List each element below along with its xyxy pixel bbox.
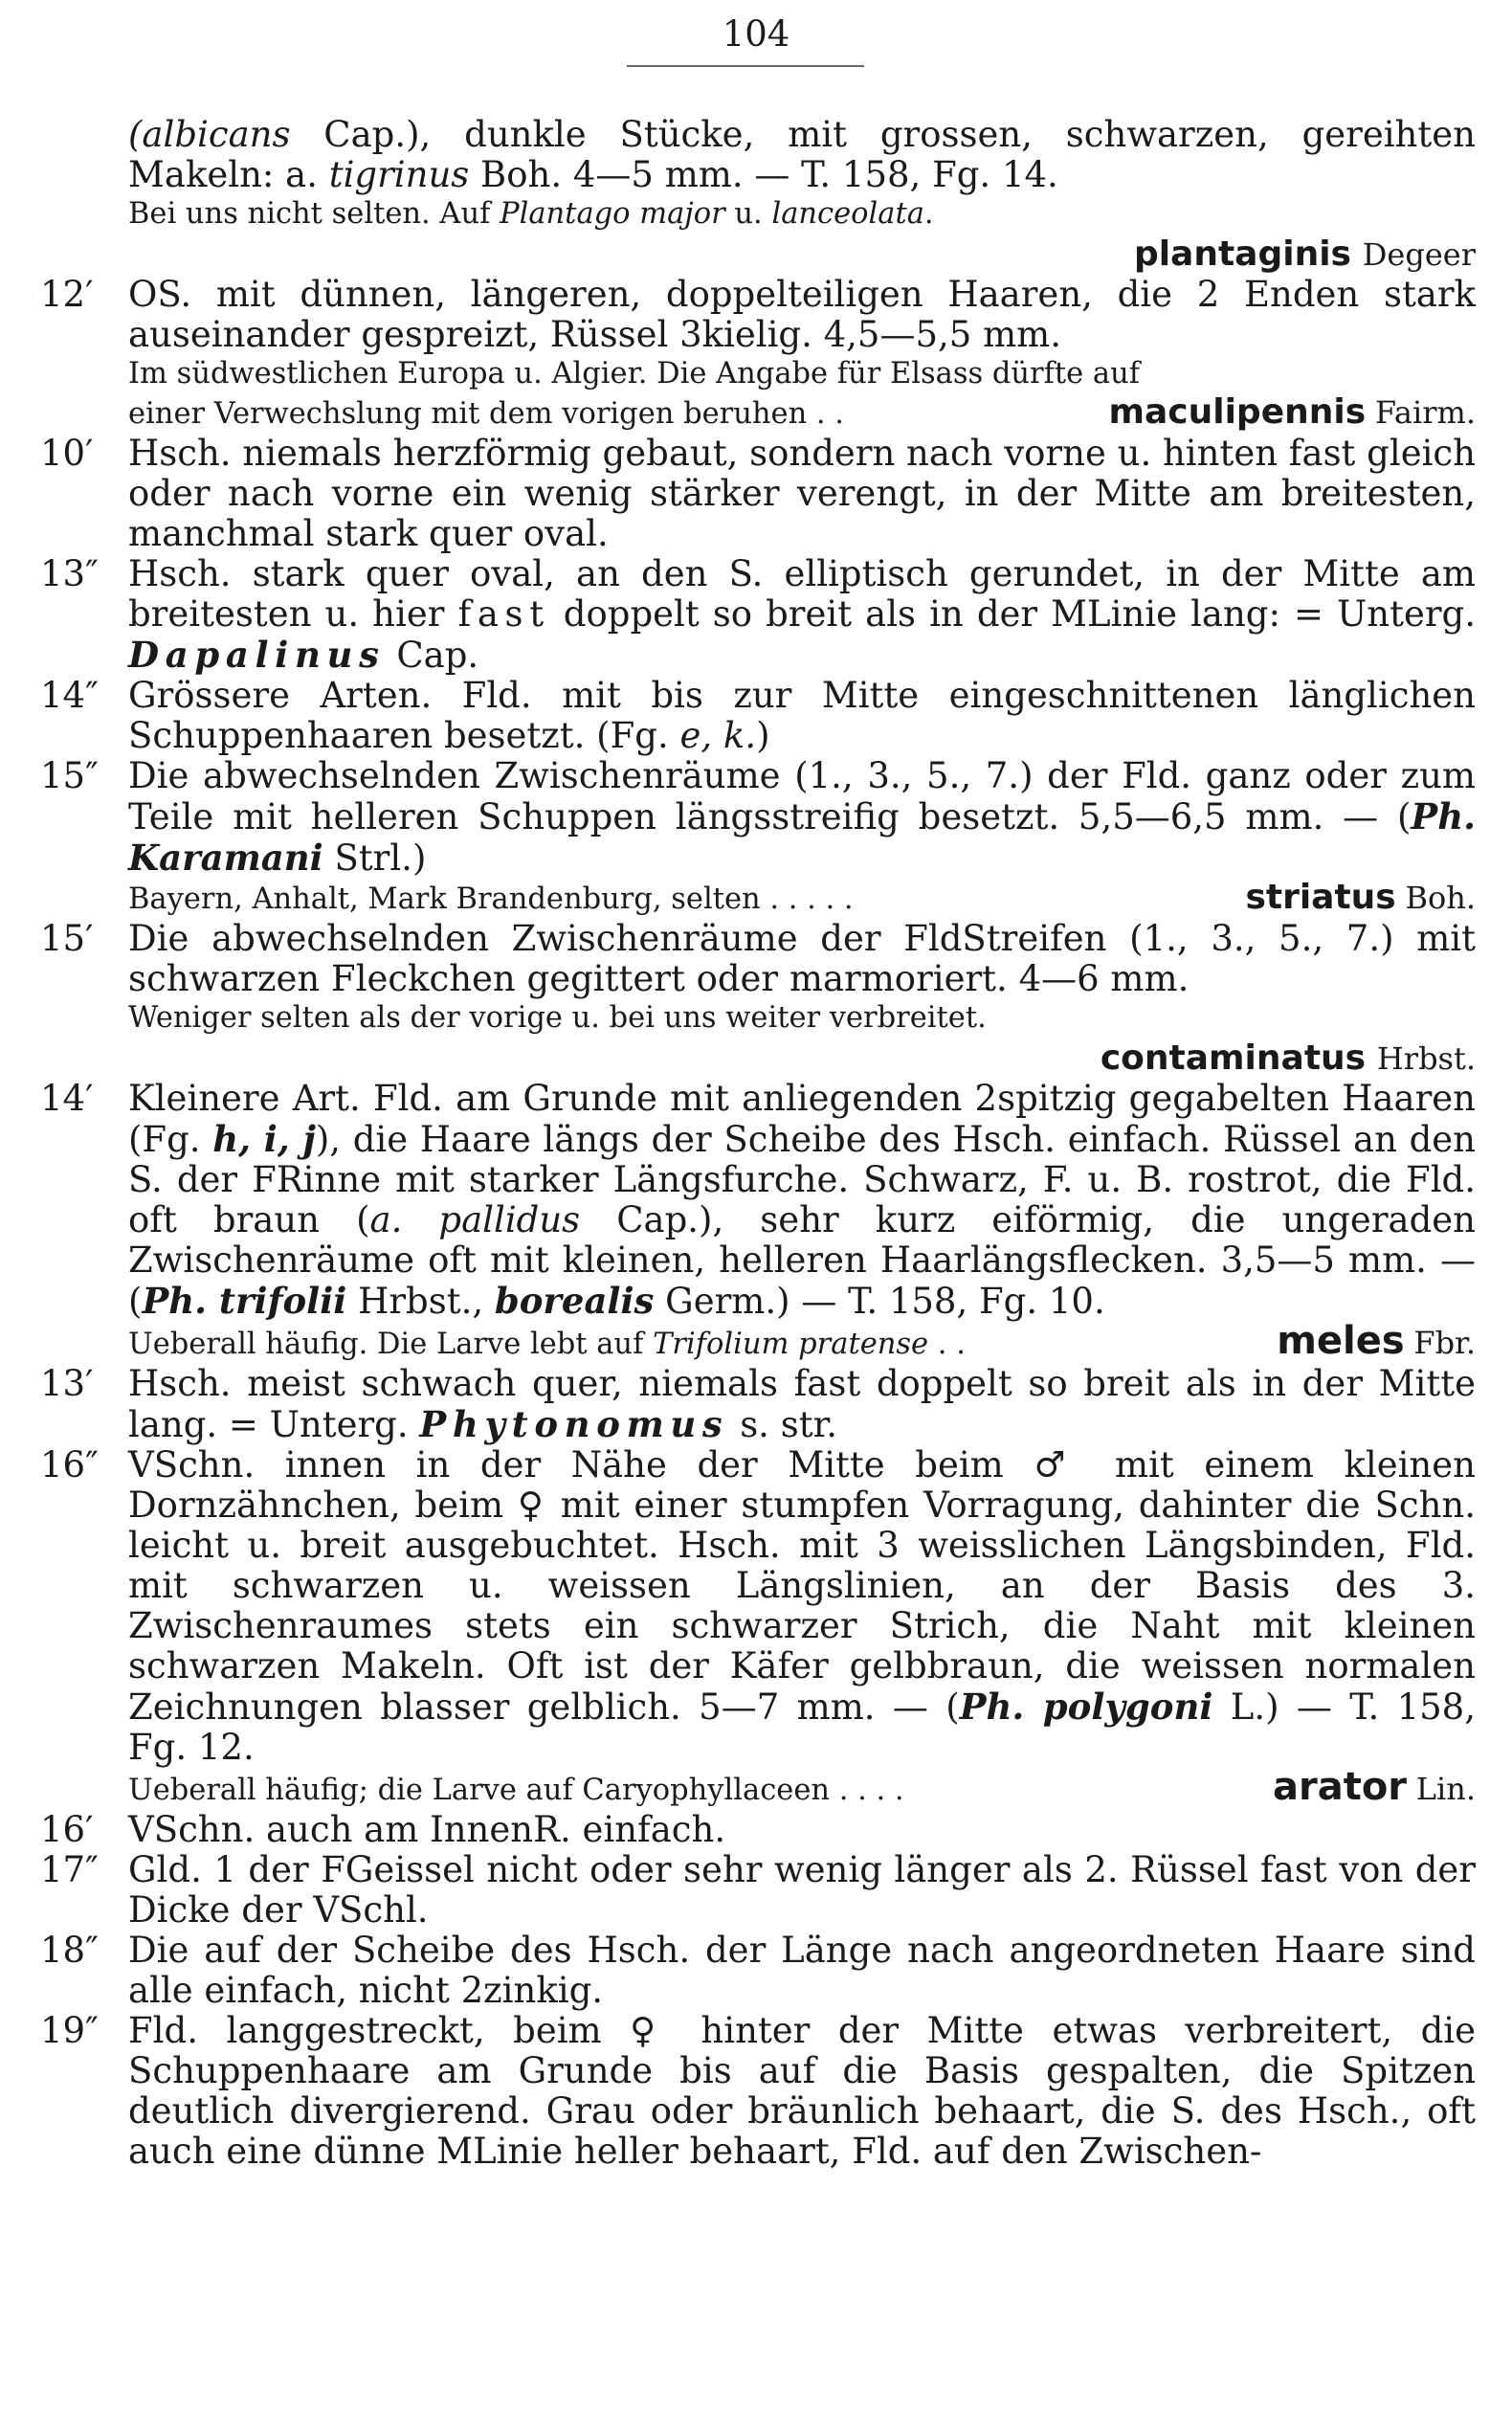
habitat-note: Weniger selten als der vorige u. bei uns weiter verbreitet. (128, 1001, 987, 1035)
key-entry (40, 1810, 1476, 1850)
species-author: Lin. (1415, 1771, 1476, 1807)
key-entry (40, 2011, 1476, 2172)
habitat-species-line: Bayern, Anhalt, Mark Brandenburg, selten . . . . . striatus Boh. (128, 878, 1476, 917)
key-entry: 13′ Hsch. meist schwach quer, niemals fast doppelt so breit als in der Mitte lang. = Unterg. Phytonomus s. str. (40, 1363, 1476, 1445)
couplet-number: 17″ (40, 1849, 99, 1890)
key-entry: 15″ Die abwechselnden Zwischenräume (1., 3., 5., 7.) der Fld. ganz oder zum Teile mit helleren Schuppen längsstreifig besetzt. 5,5—6,5 mm. — (Ph. Karamani Strl.) Bayern, Anhalt, Mark Brandenburg, selten . . . . . striatus Boh. (40, 755, 1476, 917)
key-entry (40, 434, 1476, 554)
key-entry: 14″ Grössere Arten. Fld. mit bis zur Mitte eingeschnittenen länglichen Schuppenhaaren besetzt. (Fg. e, k.) (40, 675, 1476, 756)
species-name: striatus (1245, 878, 1396, 917)
couplet-number: 18″ (40, 1930, 99, 1971)
species-name: meles (1277, 1319, 1405, 1363)
entry-text: OS. mit dünnen, längeren, doppelteiligen Haaren, die 2 Enden stark auseinander gespreizt, Rüssel 3kielig. 4,5—5,5 mm. (128, 274, 1476, 355)
species-line (128, 234, 1476, 275)
habitat-species-line: Ueberall häufig. Die Larve lebt auf Trifolium pratense . . meles Fbr. (128, 1319, 1476, 1363)
couplet-number: 12′ (40, 274, 94, 315)
species-author: Boh. (1405, 880, 1476, 916)
page-number: 104 (722, 13, 790, 55)
species-name: arator (1272, 1765, 1408, 1809)
header-rule (627, 65, 864, 67)
habitat-species-line: einer Verwechslung mit dem vorigen beruhen . . maculipennis Fairm. (128, 392, 1476, 432)
couplet-number: 13″ (40, 553, 99, 594)
entry-continuation: (albicans Cap.), dunkle Stücke, mit grossen, schwarzen, gereihten Makeln: a. tigrinus Boh. 4—5 mm. — T. 158, Fg. 14. Bei uns nicht selten. Auf Plantago major u. lanceolata. plantaginis Degeer (128, 114, 1476, 274)
species-line (128, 1038, 1476, 1079)
species-author: Hrbst. (1376, 1040, 1476, 1077)
couplet-number: 14″ (40, 675, 99, 716)
variety-name: (albicans (128, 114, 291, 155)
species-name: maculipennis (1108, 392, 1367, 432)
key-entry: 15′ Die abwechselnden Zwischenräume der FldStreifen (1., 3., 5., 7.) mit schwarzen Fleckchen gegittert oder marmoriert. 4—6 mm. Weniger selten als der vorige u. bei uns weiter verbreitet. contaminatus Hrbst. (40, 918, 1476, 1078)
couplet-number: 16″ (40, 1444, 99, 1485)
subgenus-name: Phytonomus (419, 1403, 729, 1445)
entry-text: Gld. 1 der FGeissel nicht oder sehr wenig länger als 2. Rüssel fast von der Dicke der VSchl. (128, 1849, 1476, 1931)
couplet-number: 15″ (40, 755, 99, 796)
species-name: plantaginis (1133, 234, 1351, 274)
species-author: Fbr. (1413, 1325, 1476, 1361)
key-entry: 16″ VSchn. innen in der Nähe der Mitte beim ♂ mit einem kleinen Dornzähnchen, beim ♀ mit einer stumpfen Vorragung, dahinter die Schn. leicht u. breit ausgebuchtet. Hsch. mit 3 weisslichen Längsbinden, Fld. mit schwarzen u. weissen Längslinien, an der Basis des 3. Zwischenraumes stets ein schwarzer Strich, die Naht mit kleinen schwarzen Makeln. Oft ist der Käfer gelbbraun, die weissen normalen Zeichnungen blasser gelblich. 5—7 mm. — (Ph. polygoni L.) — T. 158, Fg. 12. Ueberall häufig; die Larve auf Caryophyllaceen . . . . arator Lin. (40, 1444, 1476, 1809)
couplet-number: 10′ (40, 433, 94, 474)
key-entry (40, 275, 1476, 434)
subgenus-name: Dapalinus (128, 634, 386, 676)
key-entry (40, 1850, 1476, 1931)
species-name: contaminatus (1100, 1038, 1367, 1078)
couplet-number: 19″ (40, 2010, 99, 2051)
couplet-number: 14′ (40, 1078, 94, 1119)
species-author: Degeer (1362, 236, 1476, 273)
key-entry: 13″ Hsch. stark quer oval, an den S. elliptisch gerundet, in der Mitte am breitesten u. hier fast doppelt so breit als in der MLinie lang: = Unterg. Dapalinus Cap. (40, 553, 1476, 676)
entry-text: Hsch. niemals herzförmig gebaut, sondern nach vorne u. hinten fast gleich oder nach vorne ein wenig stärker verengt, in der Mitte am breitesten, manchmal stark quer oval. (128, 433, 1476, 554)
couplet-number: 15′ (40, 918, 94, 959)
entry-text: Fld. langgestreckt, beim ♀ hinter der Mitte etwas verbreitert, die Schuppenhaare am Grunde bis auf die Basis gespalten, die Spitzen deutlich divergierend. Grau oder bräunlich behaart, die S. des Hsch., oft auch eine dünne MLinie heller behaart, Fld. auf den Zwischen- (128, 2010, 1476, 2172)
entry-text: Die auf der Scheibe des Hsch. der Länge nach angeordneten Haare sind alle einfach, nicht 2zinkig. (128, 1930, 1476, 2011)
key-entry: 14′ Kleinere Art. Fld. am Grunde mit anliegenden 2spitzig gegabelten Haaren (Fg. h, i, j), die Haare längs der Scheibe des Hsch. einfach. Rüssel an den S. der FRinne mit starker Längsfurche. Schwarz, F. u. B. rostrot, die Fld. oft braun (a. pallidus Cap.), sehr kurz eiförmig, die ungeraden Zwischenräume oft mit kleinen, helleren Haarlängsflecken. 3,5—5 mm. — (Ph. trifolii Hrbst., borealis Germ.) — T. 158, Fg. 10. Ueberall häufig. Die Larve lebt auf Trifolium pratense . . meles Fbr. (40, 1078, 1476, 1363)
habitat-note: Im südwestlichen Europa u. Algier. Die Angabe für Elsass dürfte auf (128, 357, 1141, 391)
habitat-species-line: Ueberall häufig; die Larve auf Caryophyllaceen . . . . arator Lin. (128, 1765, 1476, 1809)
couplet-number: 16′ (40, 1809, 94, 1850)
couplet-number: 13′ (40, 1363, 94, 1404)
key-text (40, 115, 1476, 2172)
key-entry (40, 1931, 1476, 2011)
entry-text: VSchn. auch am InnenR. einfach. (128, 1809, 726, 1850)
habitat-note: Bei uns nicht selten. Auf Plantago major u. lanceolata. (128, 197, 934, 231)
species-author: Fairm. (1374, 394, 1476, 431)
